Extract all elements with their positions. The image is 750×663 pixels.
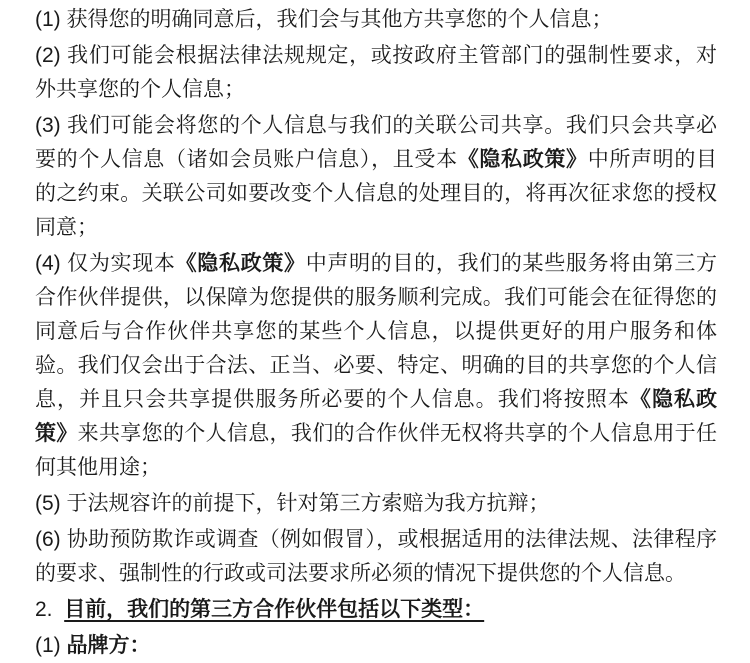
text-run: 来共享您的个人信息，我们的合作伙伴无权将共享的个人信息用于任何其他用途； — [35, 422, 718, 479]
clause-5-legal-defense — [35, 487, 717, 521]
clause-1-consent-sharing — [35, 3, 717, 37]
text-run: (4) 仅为实现本 — [35, 252, 176, 275]
text-run: (1) — [35, 634, 67, 657]
emphasized-text-run: 目前，我们的第三方合作伙伴包括以下类型： — [64, 598, 485, 621]
clause-2-legal-requirement — [35, 39, 717, 107]
emphasized-text-run: 《隐私政策》 — [457, 148, 588, 171]
text-run: (6) 协助预防欺诈或调查（例如假冒），或根据适用的法律法规、法律程序的要求、强制性的行政或司法要求所必须的情况下提供您的个人信息。 — [35, 528, 717, 585]
clause-3-affiliate-sharing — [35, 109, 717, 245]
text-run: 2. — [35, 598, 65, 621]
text-run: (1) 获得您的明确同意后，我们会与其他方共享您的个人信息； — [35, 8, 613, 31]
policy-text-body — [35, 3, 717, 663]
emphasized-text-run: 《隐私政策》 — [175, 252, 306, 275]
emphasized-text-run: 《隐私政策》 — [35, 388, 718, 445]
text-run: (3) 我们可能会将您的个人信息与我们的关联公司共享。我们只会共享必要的个人信息（诸如会员账户信息），且受本 — [35, 114, 717, 171]
clause-4-third-party-partners — [35, 247, 717, 485]
emphasized-text-run: 品牌方： — [66, 634, 151, 657]
clause-6-fraud-prevention — [35, 523, 717, 591]
text-run: (2) 我们可能会根据法律法规规定，或按政府主管部门的强制性要求，对外共享您的个人信息； — [35, 44, 717, 101]
text-run: 中声明的目的，我们的某些服务将由第三方合作伙伴提供，以保障为您提供的服务顺利完成。我们可能会在征得您的同意后与合作伙伴共享您的某些个人信息，以提供更好的用户服务和体验。我们仅会出于合法、正当、必要、特定、明确的目的共享您的个人信息，并且只会共享提供服务所必要的个人信息。我们将按照本 — [35, 252, 718, 411]
text-run: (5) 于法规容许的前提下，针对第三方索赔为我方抗辩； — [35, 492, 550, 515]
section-2-heading — [35, 593, 717, 627]
clause-brand-party — [35, 629, 717, 663]
text-run: 中所声明的目的之约束。关联公司如要改变个人信息的处理目的，将再次征求您的授权同意； — [35, 148, 718, 239]
